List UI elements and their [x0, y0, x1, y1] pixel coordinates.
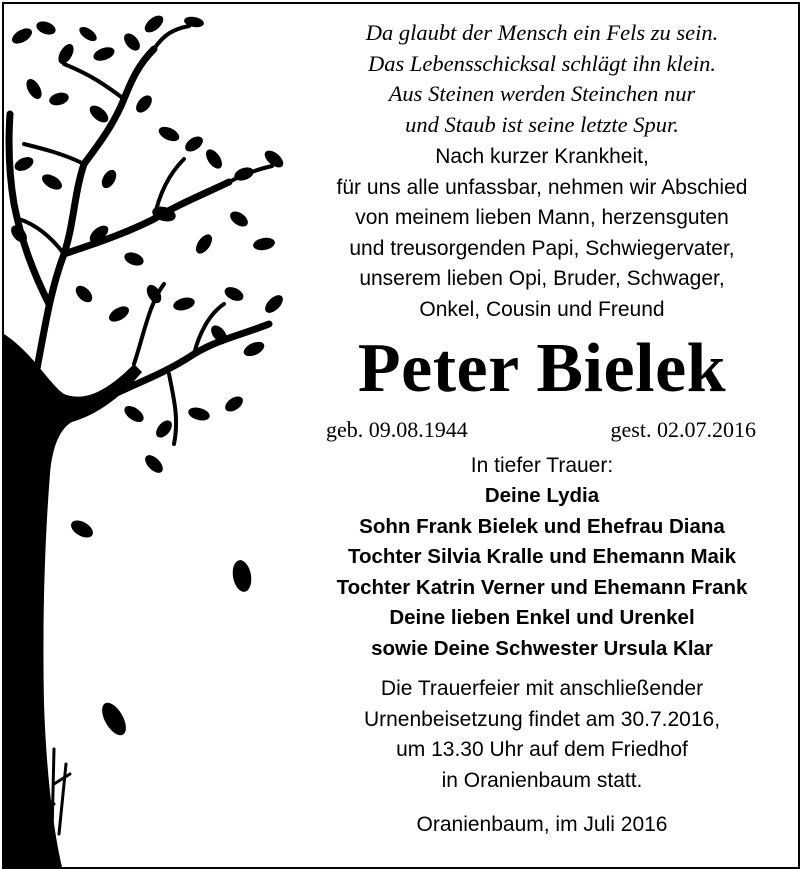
- poem-line: Da glaubt der Mensch ein Fels zu sein.: [365, 20, 719, 45]
- tree-illustration: [4, 4, 304, 867]
- funeral-line: Urnenbeisetzung findet am 30.7.2016,: [363, 707, 721, 731]
- announcement-line: und treusorgenden Papi, Schwiegervater,: [349, 236, 735, 260]
- poem-line: Aus Steinen werden Steinchen nur: [388, 81, 696, 106]
- mourning-label: In tiefer Trauer:: [470, 454, 614, 477]
- funeral-line: in Oranienbaum statt.: [441, 768, 643, 792]
- announcement-line: für uns alle unfassbar, nehmen wir Abschied: [336, 175, 748, 199]
- memorial-poem: [292, 18, 792, 140]
- life-dates: [292, 415, 792, 445]
- mourner-line: Tochter Katrin Verner und Ehemann Frank: [336, 575, 748, 599]
- announcement-line: von meinem lieben Mann, herzensguten: [355, 206, 729, 229]
- obituary-frame: [2, 2, 800, 869]
- announcement-line: unserem lieben Opi, Bruder, Schwager,: [359, 267, 725, 290]
- funeral-line: um 13.30 Uhr auf dem Friedhof: [396, 738, 688, 761]
- funeral-line: Die Trauerfeier mit anschließender: [380, 677, 704, 700]
- poem-line: und Staub ist seine letzte Spur.: [405, 111, 679, 137]
- announcement-text: [292, 142, 792, 325]
- mourner-line: Deine lieben Enkel und Urenkel: [389, 606, 695, 629]
- death-date: gest. 02.07.2016: [610, 417, 756, 442]
- mourner-line: Deine Lydia: [484, 484, 600, 507]
- mourners-list: [292, 481, 792, 664]
- birth-date: geb. 09.08.1944: [326, 417, 468, 442]
- obituary-content: [292, 18, 792, 840]
- mourner-line: Tochter Silvia Kralle und Ehemann Maik: [347, 545, 737, 568]
- funeral-details: [292, 674, 792, 796]
- mourner-line: sowie Deine Schwester Ursula Klar: [371, 636, 713, 660]
- mourner-line: Sohn Frank Bielek und Ehefrau Diana: [359, 514, 725, 538]
- deceased-name: Peter Bielek: [357, 330, 727, 407]
- announcement-line: Nach kurzer Krankheit,: [435, 145, 649, 168]
- poem-line: Das Lebensschicksal schlägt ihn klein.: [367, 50, 717, 76]
- announcement-line: Onkel, Cousin und Freund: [419, 297, 665, 321]
- place-and-date: Oranienbaum, im Juli 2016: [416, 813, 668, 836]
